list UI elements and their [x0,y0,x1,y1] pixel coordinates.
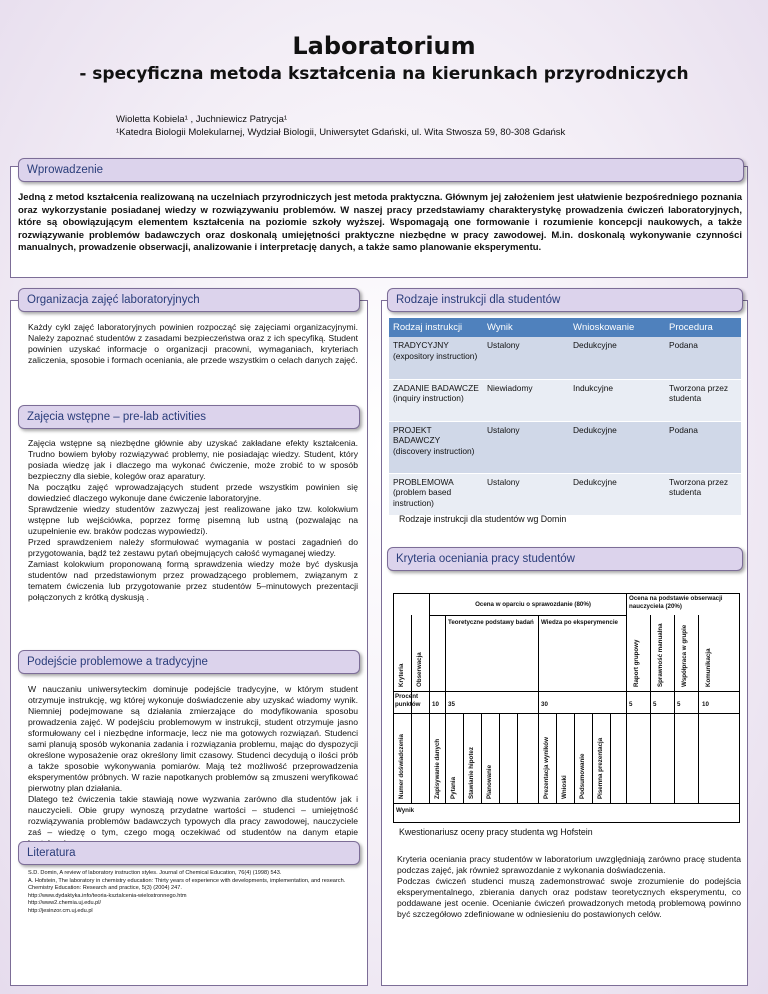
table-cell: Dedukcyjne [569,473,665,515]
prelab-paragraph: Na początku zajęć wprowadzających student przede wszystkim powinien się dowiedzieć dlaczego wykonuje dane ćwiczenie laboratoryjne. [28,482,358,503]
grid-item-label: Zapisywanie danych [434,738,441,799]
table-row [389,421,741,473]
references-list [28,870,358,916]
table-row [389,337,741,379]
grid-group1-label: Ocena w oparciu o sprawozdanie (80%) [475,601,591,608]
grid-points-value: 5 [653,701,657,708]
grid-wynik-label: Wynik [396,807,415,814]
table-cell: Dedukcyjne [569,421,665,473]
grid-points-value: 10 [702,701,709,708]
table-cell: Podana [665,421,741,473]
table-header-row [389,318,741,337]
prelab-text [28,438,358,603]
grid-obserwacja-label: Obserwacja [416,652,423,687]
table-cell: PROBLEMOWA (problem based instruction) [389,473,483,515]
table-cell: PROJEKT BADAWCZY (discovery instruction) [389,421,483,473]
organizacja-heading: Organizacja zajęć laboratoryjnych [18,288,360,312]
grid-points-label: Procent punktów [395,693,421,708]
intro-text: Jedną z metod kształcenia realizowaną na uczelniach przyrodniczych jest metoda praktyczna. Głównym jej założeniem jest ułatwienie bezpośredniego poznania oraz wykorzystanie posiadanej wiedzy w rozwiązywaniu problemów. W naszej pracy przedstawiamy charakterystykę prowadzenia ćwiczeń laboratoryjnych, które są obowiązującym elementem kształcenia na poziomie szkoły wyższej. Wspomagają one formowanie i rozumienie koncepcji naukowych, a także rozwiązywanie problemów badawczych oraz doskonalą umiejętności praktyczne niezbędne w pracy zawodowej. M.in. doskonalą wykonywanie czynności manualnych, prowadzenie obserwacji, analizowanie i interpretację danych, a także samo planowanie eksperymentu. [18,192,742,254]
podejscie-text [28,684,358,849]
table-cell: Niewiadomy [483,379,569,421]
authors: Wioletta Kobiela¹ , Juchniewicz Patrycja¹ [116,114,288,125]
table-cell: Indukcyjne [569,379,665,421]
grid-item-label: Stawianie hipotez [468,747,475,799]
kryteria-paragraph: Kryteria oceniania pracy studentów w laboratorium uwzględniają zarówno pracę studenta podczas zajęć, jak również sprawozdanie z wykonania doświadczenia. [397,854,741,875]
reference-item: Chemistry Education: Research and practice, 5(3) (2004) 247. [28,885,182,892]
kryteria-paragraph: Podczas ćwiczeń studenci muszą zademonstrować swoje zrozumienie do podejścia eksperymentalnego, zbierania danych oraz podstaw teoretycznych eksperymentu, co poddawane jest ocenie. Ocenianie ćwiczeń prowadzonych metodą problemową powinno być szczegółowo zdefiniowane w odniesieniu do postawionych celów. [397,876,741,919]
rodzaje-caption: Rodzaje instrukcji dla studentów wg Domin [399,514,567,524]
table-row [389,473,741,515]
literatura-heading: Literatura [18,841,360,865]
table-cell: ZADANIE BADAWCZE (inquiry instruction) [389,379,483,421]
grid-sub2-label: Wiedza po eksperymencie [541,619,618,626]
grid-wspolpraca-label: Współpraca w grupie [681,624,688,687]
prelab-paragraph: Zajęcia wstępne są niezbędne głównie aby uzyskać zakładane efekty kształcenia. Trudno bowiem byłoby rozwiązywać problemy, nie posiadając wiedzy. Student, który posiada wiedzę jak i dlaczego ma wykonać ćwiczenie, może zrobić to w sposób bezpieczny dla siebie, kolegów oraz aparatury. [28,438,358,481]
grid-item-label: Planowanie [486,764,493,799]
grid-kryteria-label: Kryteria [398,663,405,687]
rodzaje-heading: Rodzaje instrukcji dla studentów [387,288,743,312]
table-cell: Ustalony [483,473,569,515]
table-cell: Dedukcyjne [569,337,665,379]
table-cell: Ustalony [483,421,569,473]
grid-item-label: Wnioski [561,775,568,799]
grid-item-label: Podsumowanie [579,753,586,799]
grid-sprawnosc-label: Sprawność manualna [657,623,664,687]
grid-item-label: Prezentacja wyników [543,737,550,799]
table-cell: Ustalony [483,337,569,379]
prelab-paragraph: Przed sprawdzeniem należy sformułować wymagania w postaci zagadnień do przygotowania, bądź też zestawu pytań obejmujących całość wymaganej wiedzy. [28,537,358,558]
grid-item-label: Numer doświadczenia [398,734,405,799]
prelab-heading: Zajęcia wstępne – pre-lab activities [18,405,360,429]
reference-item: http://jesinzor.cm.uj.edu.pl [28,907,93,914]
grid-points-value: 30 [541,701,548,708]
table-cell: Tworzona przez studenta [665,379,741,421]
kryteria-text [397,854,741,920]
reference-item: S.D. Domin, A review of laboratory instruction styles. Journal of Chemical Education, 76(4) (1998) 543. [28,870,282,876]
table-header-cell: Rodzaj instrukcji [389,318,483,337]
table-header-cell: Wnioskowanie [569,318,665,337]
prelab-paragraph: Sprawdzenie wiedzy studentów zazwyczaj jest realizowane jako tzw. kolokwium wstępne lub wejściówka, poprzez formę pisemną lub ustną (pozwalając na uzupełnienie ew. braków podczas wypowiedzi). [28,504,358,536]
grid-points-value: 10 [432,701,439,708]
kryteria-caption: Kwestionariusz oceny pracy studenta wg Hofstein [399,827,593,837]
grid-points-value: 5 [677,701,681,708]
grid-komunikacja-label: Komunikacja [705,648,712,687]
prelab-paragraph: Zamiast kolokwium proponowaną formą sprawdzenia wiedzy może być dyskusja studentów nad przedstawionym przez prowadzącego problemem, związanym z tematem ćwiczenia lub przygotowanie przez studentów 5–minutowych prezentacji połączonych z krótką dyskusją . [28,559,358,602]
kryteria-heading: Kryteria oceniania pracy studentów [387,547,743,571]
assessment-grid [393,593,740,823]
grid-sub1-label: Teoretyczne podstawy badań [448,619,534,626]
grid-points-value: 5 [629,701,633,708]
intro-heading: Wprowadzenie [18,158,744,182]
organizacja-text: Każdy cykl zajęć laboratoryjnych powinien rozpocząć się zajęciami organizacyjnymi. Należy zapoznać studentów z zasadami bezpieczeństwa oraz z ich specyfiką. Student powinien uzyskać informacje o organizacji pracowni, wymaganiach, kryteriach zaliczenia, sposobie i formach oceniania, ale przede wszystkim o celach danych zajęć. [28,322,358,365]
table-row [389,379,741,421]
table-cell: TRADYCYJNY (expository instruction) [389,337,483,379]
reference-item: http://www.dydaktyka.info/teoria-ksztalcenia-wielostronnego.htm [28,892,187,899]
authors-block [116,113,565,139]
podejscie-heading: Podejście problemowe a tradycyjne [18,650,360,674]
grid-item-label: Pisemna prezentacja [597,737,604,799]
reference-item: http://www2.chemia.uj.edu.pl/ [28,900,102,907]
podejscie-paragraph: Dlatego też ćwiczenia takie stawiają nowe wyzwania zarówno dla studentów jak i nauczycieli. Obie grupy wynoszą przydatne wartości – studenci – umiejętność rozwiązywania problemów badawczych typowych dla pracy zawodowej, nauczyciele zaś – wiedzę o tym, czego mogą oczekiwać od studentów na danym etapie [28,794,358,837]
poster-title: Laboratorium [292,32,476,60]
table-header-cell: Procedura [665,318,741,337]
grid-raport-label: Raport grupowy [633,639,640,687]
poster-subtitle: - specyficzna metoda kształcenia na kierunkach przyrodniczych [79,64,689,84]
table-cell: Tworzona przez studenta [665,473,741,515]
grid-points-value: 35 [448,701,455,708]
affiliation: ¹Katedra Biologii Molekularnej, Wydział Biologii, Uniwersytet Gdański, ul. Wita Stwosza 59, 80-308 Gdańsk [116,127,566,138]
table-cell: Podana [665,337,741,379]
instruction-types-table [389,318,741,516]
table-header-cell: Wynik [483,318,569,337]
grid-group2-label: Ocena na podstawie obserwacji nauczyciela (20%) [629,595,723,610]
grid-item-label: Pytania [450,776,457,799]
podejscie-paragraph: W nauczaniu uniwersyteckim dominuje podejście tradycyjne, w którym student otrzymuje instrukcję, wg której wykonuje doświadczenie aby uzyskać wiadomy wynik. Niemniej podejmowane są działania zmierzające do modyfikowania sposobu prowadzenia zajęć. W podejściu problemowym w instrukcji, student otrzymuje jasno sformułowany cel i niezbędne informacje, lecz nie ma gotowych rozwiązań. Studenci sami planują sposób wykonania zadania i rozwiązania problemu, mając do dyspozycji określone wyposażenie oraz określony limit czasowy. Studenci decydują o ilości prób a także sposobie wykonywania pomiarów. Mają też możliwość przeprowadzenia eksperymentów próbnych. W razie napotkanych problemów są zmuszeni weryfikować pierwotny plan działania. [28,684,358,793]
reference-item: A. Hofstein, The laboratory in chemistry education: Thirty years of experience with developments, implementation, and research. [28,877,346,884]
